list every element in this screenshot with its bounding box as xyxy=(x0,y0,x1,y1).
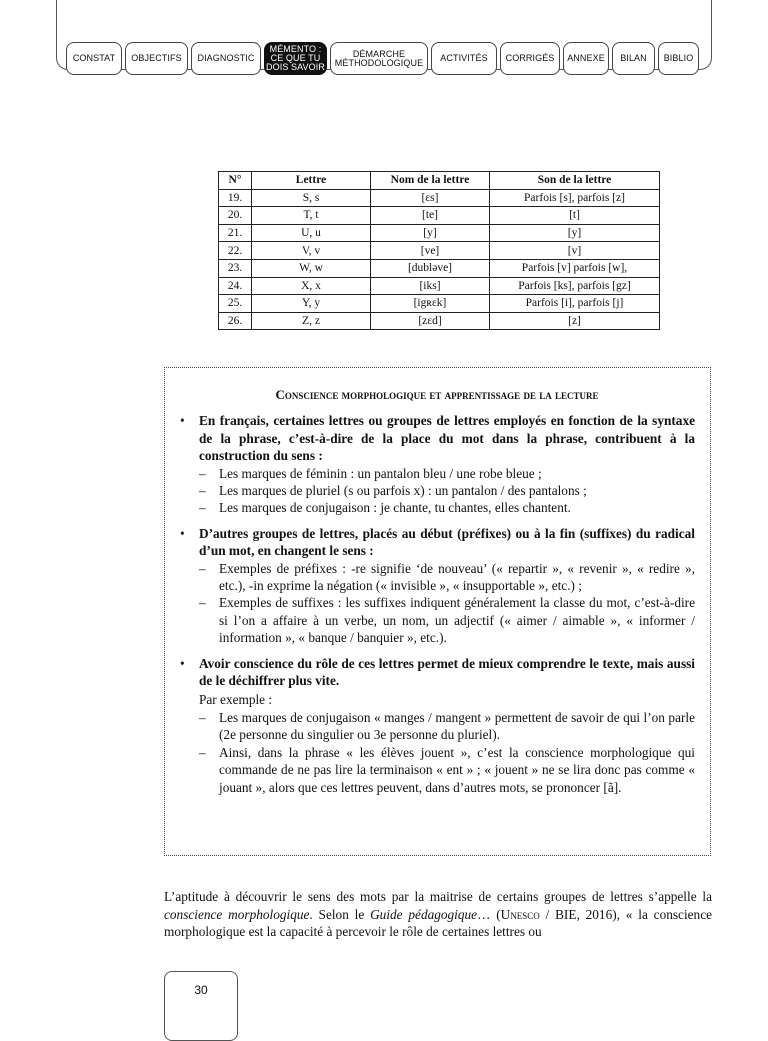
tab-diagnostic[interactable]: DIAGNOSTIC xyxy=(191,42,261,75)
bullet-icon: • xyxy=(180,655,185,671)
list-item xyxy=(199,594,695,646)
dash-icon: – xyxy=(199,709,206,725)
cell-letter: T, t xyxy=(252,207,371,225)
dash-icon: – xyxy=(199,465,206,481)
cell-number: 24. xyxy=(219,277,252,295)
paragraph-italic-title: Guide pédagogique xyxy=(370,906,478,922)
table-header-row xyxy=(219,172,660,190)
cell-sound: [y] xyxy=(490,224,660,242)
bullet-heading-3: Avoir conscience du rôle de ces lettres permet de mieux comprendre le texte, mais aussi de le déchiffrer plus vite. xyxy=(199,655,695,689)
cell-number: 21. xyxy=(219,224,252,242)
paragraph-text: / BIE, 2016), « la conscience morphologique est la capacité à percevoir le rôle de certaines lettres ou xyxy=(164,906,712,940)
bullet-heading-1: En français, certaines lettres ou groupes de lettres employés en fonction de la syntaxe de la phrase, c’est-à-dire de la place du mot dans la phrase, contribuent à la construction du sens : xyxy=(199,413,695,464)
table-row xyxy=(219,259,660,277)
page-number: 30 xyxy=(164,971,238,1041)
column-header-letter: Lettre xyxy=(252,172,371,190)
list-item xyxy=(199,709,695,744)
cell-sound: [v] xyxy=(490,242,660,260)
cell-sound: [t] xyxy=(490,207,660,225)
cell-letter: Z, z xyxy=(252,312,371,330)
cell-letter: Y, y xyxy=(252,295,371,313)
paragraph-italic-term: conscience morphologique xyxy=(164,906,310,922)
cell-letter: W, w xyxy=(252,259,371,277)
cell-name: [iks] xyxy=(371,277,490,295)
alphabet-table xyxy=(218,171,660,330)
bullet-section-3 xyxy=(179,655,695,796)
dash-icon: – xyxy=(199,500,206,516)
paragraph-smallcaps: Unesco xyxy=(500,906,540,922)
cell-letter: U, u xyxy=(252,224,371,242)
list-item xyxy=(199,744,695,796)
cell-letter: X, x xyxy=(252,277,371,295)
body-paragraph xyxy=(164,888,712,941)
bullet-icon: • xyxy=(180,525,185,541)
list-item xyxy=(199,499,695,516)
bullet-heading-2: D’autres groupes de lettres, placés au début (préfixes) ou à la fin (suffixes) du radical d’un mot, en changent le sens : xyxy=(199,525,695,559)
cell-sound: Parfois [i], parfois [j] xyxy=(490,295,660,313)
cell-letter: V, v xyxy=(252,242,371,260)
table-body xyxy=(219,189,660,330)
example-intro: Par exemple : xyxy=(199,691,273,707)
chapter-tabs xyxy=(66,42,699,75)
cell-name: [te] xyxy=(371,207,490,225)
tab-mémento[interactable]: MÉMENTO : CE QUE TU DOIS SAVOIR xyxy=(264,42,327,75)
list-item-text: Les marques de conjugaison : je chante, tu chantes, elles chantent. xyxy=(219,500,571,516)
morphology-box xyxy=(164,367,711,856)
bullet-section-2 xyxy=(179,525,695,647)
tab-annexe[interactable]: ANNEXE xyxy=(563,42,609,75)
cell-sound: Parfois [s], parfois [z] xyxy=(490,189,660,207)
tab-biblio[interactable]: BIBLIO xyxy=(658,42,699,75)
table-row xyxy=(219,189,660,207)
cell-name: [dubləve] xyxy=(371,259,490,277)
table-row xyxy=(219,312,660,330)
tab-objectifs[interactable]: OBJECTIFS xyxy=(125,42,188,75)
table-row xyxy=(219,242,660,260)
tab-activités[interactable]: ACTIVITÉS xyxy=(431,42,497,75)
list-item-text: Ainsi, dans la phrase « les élèves jouent », c’est la conscience morphologique qui commande de ne pas lire la terminaison « ent » ; « jouent » ne se lira donc pas comme « jouant », alors que ces lettres peuvent, dans d’autres mots, se prononcer [ã]. xyxy=(219,744,695,795)
list-item-text: Exemples de suffixes : les suffixes indiquent généralement la classe du mot, c’est-à-dire si l’on a affaire à un verbe, un nom, un adjectif (« aimer / aimable », « informer / information », « banque / banquier », etc.). xyxy=(219,595,695,646)
dash-icon: – xyxy=(199,483,206,499)
list-item-text: Exemples de préfixes : -re signifie ‘de nouveau’ (« repartir », « revenir », « redire », etc.), -in exprime la négation (« invisible », « insupportable », etc.) ; xyxy=(219,560,695,594)
tab-bilan[interactable]: BILAN xyxy=(612,42,655,75)
cell-number: 23. xyxy=(219,259,252,277)
column-header-sound: Son de la lettre xyxy=(490,172,660,190)
dash-icon: – xyxy=(199,595,206,611)
cell-name: [zɛd] xyxy=(371,312,490,330)
cell-sound: Parfois [v] parfois [w], xyxy=(490,259,660,277)
cell-name: [ɛs] xyxy=(371,189,490,207)
list-item xyxy=(199,465,695,482)
cell-number: 19. xyxy=(219,189,252,207)
table-row xyxy=(219,207,660,225)
cell-number: 22. xyxy=(219,242,252,260)
cell-name: [ve] xyxy=(371,242,490,260)
list-item-text: Les marques de conjugaison « manges / mangent » permettent de savoir de qui l’on parle (2e personne du singulier ou 3e personne du pluriel). xyxy=(219,709,695,743)
table-row xyxy=(219,224,660,242)
tab-constat[interactable]: CONSTAT xyxy=(66,42,122,75)
cell-number: 25. xyxy=(219,295,252,313)
cell-name: [y] xyxy=(371,224,490,242)
table-row xyxy=(219,277,660,295)
cell-number: 26. xyxy=(219,312,252,330)
paragraph-text: . Selon le xyxy=(309,906,371,922)
column-header-number: N° xyxy=(219,172,252,190)
paragraph-text: … ( xyxy=(477,906,501,922)
cell-sound: Parfois [ks], parfois [gz] xyxy=(490,277,660,295)
bullet-icon: • xyxy=(180,413,185,429)
cell-name: [igʀɛk] xyxy=(371,295,490,313)
dash-icon: – xyxy=(199,744,206,760)
cell-sound: [z] xyxy=(490,312,660,330)
list-item-text: Les marques de féminin : un pantalon bleu / une robe bleue ; xyxy=(219,465,542,481)
cell-number: 20. xyxy=(219,207,252,225)
bullet-section-1 xyxy=(179,412,695,516)
dash-icon: – xyxy=(199,560,206,576)
list-item-text: Les marques de pluriel (s ou parfois x) : un pantalon / des pantalons ; xyxy=(219,483,587,499)
box-title: Conscience morphologique et apprentissage de la lecture xyxy=(275,387,599,402)
tab-démarche[interactable]: DÉMARCHE MÉTHODOLOGIQUE xyxy=(330,42,428,75)
list-item xyxy=(199,560,695,595)
tab-corrigés[interactable]: CORRIGÉS xyxy=(500,42,560,75)
list-item xyxy=(199,482,695,499)
paragraph-text: L’aptitude à découvrir le sens des mots par la maitrise de certains groupes de lettres s’appelle la xyxy=(164,889,712,905)
table-row xyxy=(219,295,660,313)
column-header-name: Nom de la lettre xyxy=(371,172,490,190)
cell-letter: S, s xyxy=(252,189,371,207)
